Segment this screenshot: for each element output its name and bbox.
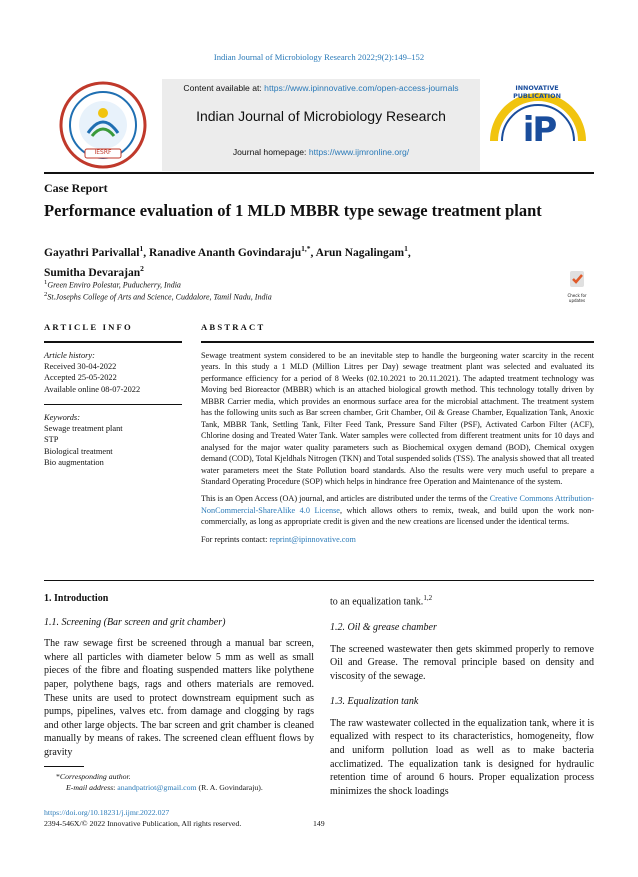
affiliation-1-text: Green Enviro Polestar, Puducherry, India	[47, 280, 181, 290]
reprints-email-link[interactable]: reprint@ipinnovative.com	[269, 534, 356, 544]
author-3-tail: ,	[407, 246, 411, 259]
author-1: Gayathri Parivallal	[44, 246, 140, 259]
keyword: Bio augmentation	[44, 457, 104, 467]
screening-paragraph: The raw sewage first be screened through a manual bar screen, where all particles with diameter below 5 mm as well as small pieces of the fibre and floating suspended matters like polythene paper, polythene bags, rags and others materials are removed. These units are used to protect downstream equipment such as pumps, pipelines, valves etc. from damage and clogging by rags and other large objects. The bar screen and grit chamber is cleaned manually by means of rakes. The screened clean effluent flows by gravity	[44, 638, 314, 758]
affiliation-1-number: 1	[44, 279, 48, 286]
author-list	[44, 241, 524, 281]
journal-homepage-line	[162, 147, 480, 157]
journal-title: Indian Journal of Microbiology Research	[196, 108, 446, 124]
affiliation-2-text: St.Josephs College of Arts and Science, Cuddalore, Tamil Nadu, India	[47, 292, 272, 302]
email-label: E-mail address	[66, 783, 114, 792]
oa-prefix: This is an Open Access (OA) journal, and articles are distributed under the terms of the	[201, 494, 490, 504]
running-header: Indian Journal of Microbiology Research 2022;9(2):149–152	[213, 52, 425, 62]
section-oil-grease-heading: 1.2. Oil & grease chamber	[330, 621, 437, 633]
section-equalization-heading: 1.3. Equalization tank	[330, 696, 419, 708]
abstract-heading: ABSTRACT	[201, 322, 266, 332]
left-column	[44, 592, 314, 760]
history-label: Article history:	[44, 351, 95, 360]
accepted-date: Accepted 25-05-2022	[44, 373, 117, 383]
corresponding-author	[56, 771, 326, 782]
ip-mark: iP	[522, 110, 556, 150]
abstract-text: Sewage treatment system considered to be an inevitable step to handle the burgeoning water scarcity in the recent years. In this study a 1 MLD (Million Litres per Day) sewage treatment plant was selected and evaluated its performance efficiency for a period of 8 Weeks (02.10.2021 to 20.11.2021). The adapted treatment technology was Moving bed Bioreactor (MBBR) which is an attached biological growth method. This technology totally driven by MBBR Carrier media, which provides an enormous surface area for the microbial attachment. The treatment system has the following units such as Bar screen chamber, Grit Chamber, Oil & Grease Chamber, Equalization Tank, Anoxic Tank, MBBR Tank, Settling Tank, Filter Feed Tank, Pressure Sand Filter (PSF), Activated Carbon Filter (ACF), Chlorine dosing and Treated Water Tank. Water samples were collected from different treatment units for 10 days and analysed for the major water quality parameters such as Biochemical oxygen demand (BOD), Chemical oxygen demand (COD), Total Kjeldhals Nitrogen (TKN) and Total suspended solids (TSS). The analysis showed that all treated water parameters meet the State Pollution board standards. Also the results were very much useful to prepare a Standard Operating Procedure (SOP) which helps in hindrance free Operation and Maintenance of the system.	[201, 351, 594, 486]
footnote-rule	[44, 766, 84, 767]
homepage-prefix: Journal homepage:	[232, 147, 309, 157]
article-type: Case Report	[44, 181, 108, 195]
right-column	[330, 592, 594, 798]
doi-link[interactable]: https://doi.org/10.18231/j.ijmr.2022.027	[44, 808, 170, 817]
screening-continued-text: to an equalization tank.	[330, 596, 424, 608]
corresponding-label: Corresponding author.	[59, 772, 131, 781]
affiliation-1	[44, 279, 181, 290]
abstract-rule-top	[201, 341, 594, 343]
check-for-updates-label: Check for updates	[567, 293, 587, 303]
screening-paragraph-continued	[330, 592, 594, 609]
abstract-body	[201, 350, 594, 551]
content-prefix: Content available at:	[183, 83, 265, 93]
author-4-affiliation: 2	[140, 263, 144, 273]
content-available-line	[162, 83, 480, 93]
abstract-bottom-rule	[44, 580, 594, 581]
author-4: Sumitha Devarajan	[44, 266, 141, 279]
homepage-url-link[interactable]: https://www.ijmronline.org/	[308, 147, 410, 157]
author-2-affiliation: 1,*	[301, 244, 311, 253]
info-rule-top	[44, 341, 182, 343]
keywords-label: Keywords:	[44, 413, 80, 422]
article-title: Performance evaluation of 1 MLD MBBR type sewage treatment plant	[44, 201, 542, 220]
online-date: Available online 08-07-2022	[44, 384, 141, 394]
iesrf-logo	[44, 79, 162, 171]
article-info-heading: ARTICLE INFO	[44, 322, 133, 332]
page-number: 149	[313, 819, 325, 828]
section-introduction-heading: 1. Introduction	[44, 593, 109, 604]
content-url-link[interactable]: https://www.ipinnovative.com/open-access-journals	[264, 83, 459, 93]
received-date: Received 30-04-2022	[44, 362, 117, 372]
keywords-block	[44, 412, 184, 468]
info-rule-mid	[44, 404, 182, 405]
equalization-paragraph: The raw wastewater collected in the equalization tank, where it is equalized with respect to its characteristics, homogeneity, flow and uniform pollution load as well as to make bacteria acclimatized. The equalization tank is designed for hydraulic retention time of around 6 hours. Proper equalization process minimizes the shock loadings	[330, 717, 594, 797]
author-3-affiliation: 1	[404, 244, 408, 253]
author-2: , Ranadive Ananth Govindaraju	[143, 246, 302, 259]
citation: 1,2	[423, 594, 433, 602]
affiliation-2	[44, 291, 272, 302]
article-history	[44, 350, 184, 395]
reprints-line	[201, 534, 594, 545]
reprints-prefix: For reprints contact:	[201, 534, 270, 544]
iesrf-badge: IESRF	[94, 149, 112, 156]
email-tail: (R. A. Govindaraju).	[196, 783, 263, 792]
copyright-line: 2394-546X/© 2022 Innovative Publication, All rights reserved.	[44, 819, 242, 828]
author-1-affiliation: 1	[139, 244, 144, 253]
section-screening-heading: 1.1. Screening (Bar screen and grit chamber)	[44, 616, 226, 628]
keyword: Sewage treatment plant	[44, 424, 123, 434]
keyword: STP	[44, 435, 59, 445]
email-line: E-mail address: anandpatriot@gmail.com (R. A. Govindaraju).	[66, 783, 263, 792]
license-link[interactable]: Creative Commons Attribution-NonCommercial-ShareAlike 4.0 License	[201, 494, 594, 515]
footnote-star: *	[56, 772, 60, 781]
oil-grease-paragraph: The screened wastewater then gets skimmed properly to remove Oil and Grease. The removal principle based on density and viscosity of the sewage.	[330, 643, 594, 682]
author-3: , Arun Nagalingam	[310, 246, 405, 259]
keyword: Biological treatment	[44, 446, 113, 456]
ip-arc-text: INNOVATIVE PUBLICATION	[513, 84, 561, 100]
author-email-link[interactable]: anandpatriot@gmail.com	[117, 783, 197, 792]
open-access-notice	[201, 493, 594, 527]
header-rule	[44, 172, 594, 174]
affiliation-2-number: 2	[44, 291, 48, 298]
oa-suffix: , which allows others to remix, tweak, and build upon the work non-commercially, as long as appropriate credit is given and the new creations are licensed under the identical terms.	[201, 505, 594, 527]
check-for-updates-badge[interactable]	[562, 270, 592, 303]
